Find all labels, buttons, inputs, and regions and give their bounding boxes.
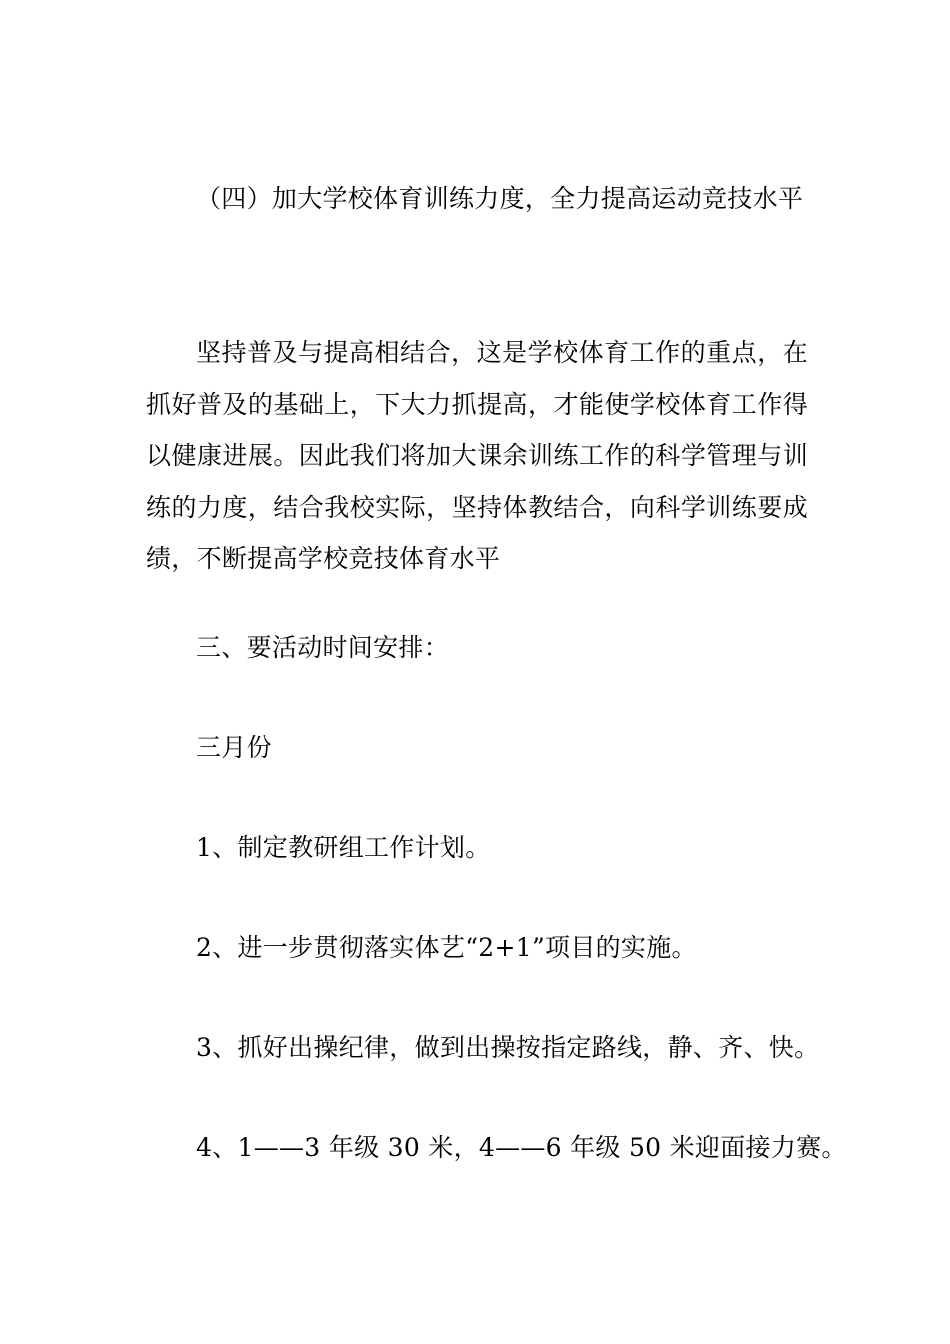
list-item-2: 2、进一步贯彻落实体艺“2+1”项目的实施。 xyxy=(196,933,697,962)
list-item-3: 3、抓好出操纪律，做到出操按指定路线，静、齐、快。 xyxy=(196,1033,820,1062)
body-paragraph: 坚持普及与提高相结合，这是学校体育工作的重点，在抓好普及的基础上，下大力抓提高，才能使学校体育工作得以健康进展。因此我们将加大课余训练工作的科学管理与训练的力度，结合我校实际，坚持体教结合，向科学训练要成绩，不断提高学校竞技体育水平 xyxy=(146,338,808,573)
section-heading-three: 三、要活动时间安排： xyxy=(196,633,450,662)
list-item-4: 4、1——3 年级 30 米，4——6 年级 50 米迎面接力赛。 xyxy=(196,1133,847,1162)
month-heading: 三月份 xyxy=(196,733,272,762)
section-heading-four: （四）加大学校体育训练力度，全力提高运动竞技水平 xyxy=(196,184,804,213)
list-item-1: 1、制定教研组工作计划。 xyxy=(196,833,491,862)
